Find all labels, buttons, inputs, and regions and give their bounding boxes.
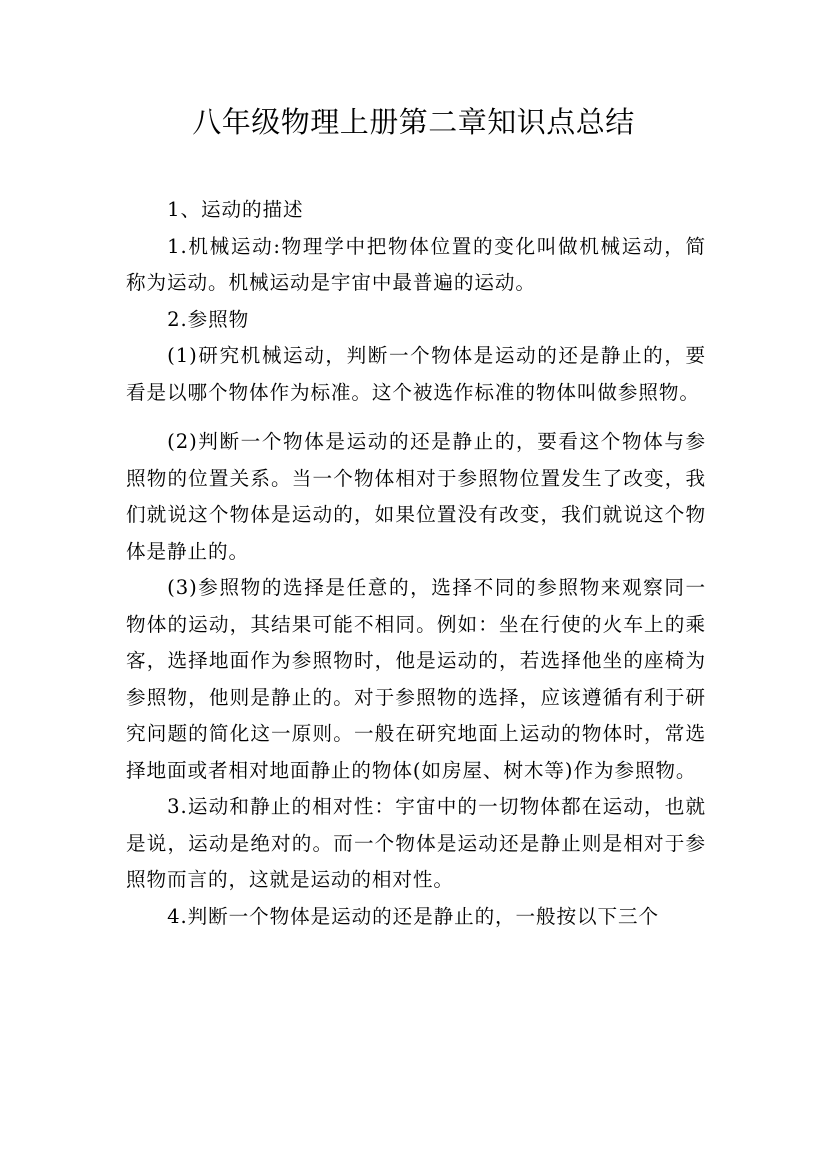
paragraph-mechanical-motion: 1.机械运动:物理学中把物体位置的变化叫做机械运动，简称为运动。机械运动是宇宙中最普遍的运动。 [126, 234, 706, 294]
document-body [126, 192, 706, 935]
subheading-reference-object: 2.参照物 [167, 307, 250, 331]
paragraph-judgement: 4.判断一个物体是运动的还是静止的，一般按以下三个 [167, 904, 660, 928]
paragraph-relativity: 3.运动和静止的相对性：宇宙中的一切物体都在运动，也就是说，运动是绝对的。而一个物体是运动还是静止则是相对于参照物而言的，这就是运动的相对性。 [126, 795, 706, 891]
paragraph-reference-1: (1)研究机械运动，判断一个物体是运动的还是静止的，要看是以哪个物体作为标准。这个被选作标准的物体叫做参照物。 [126, 344, 706, 404]
document-title: 八年级物理上册第二章知识点总结 [192, 105, 635, 139]
section-heading: 1、运动的描述 [167, 198, 304, 221]
paragraph-reference-3: (3)参照物的选择是任意的，选择不同的参照物来观察同一物体的运动，其结果可能不相同。例如：坐在行使的火车上的乘客，选择地面作为参照物时，他是运动的，若选择他坐的座椅为参照物，他则是静止的。对于参照物的选择，应该遵循有利于研究问题的简化这一原则。一般在研究地面上运动的物体时，常选择地面或者相对地面静止的物体(如房屋、树木等)作为参照物。 [126, 576, 706, 782]
paragraph-reference-2: (2)判断一个物体是运动的还是静止的，要看这个物体与参照物的位置关系。当一个物体相对于参照物位置发生了改变，我们就说这个物体是运动的，如果位置没有改变，我们就说这个物体是静止的。 [126, 430, 706, 563]
